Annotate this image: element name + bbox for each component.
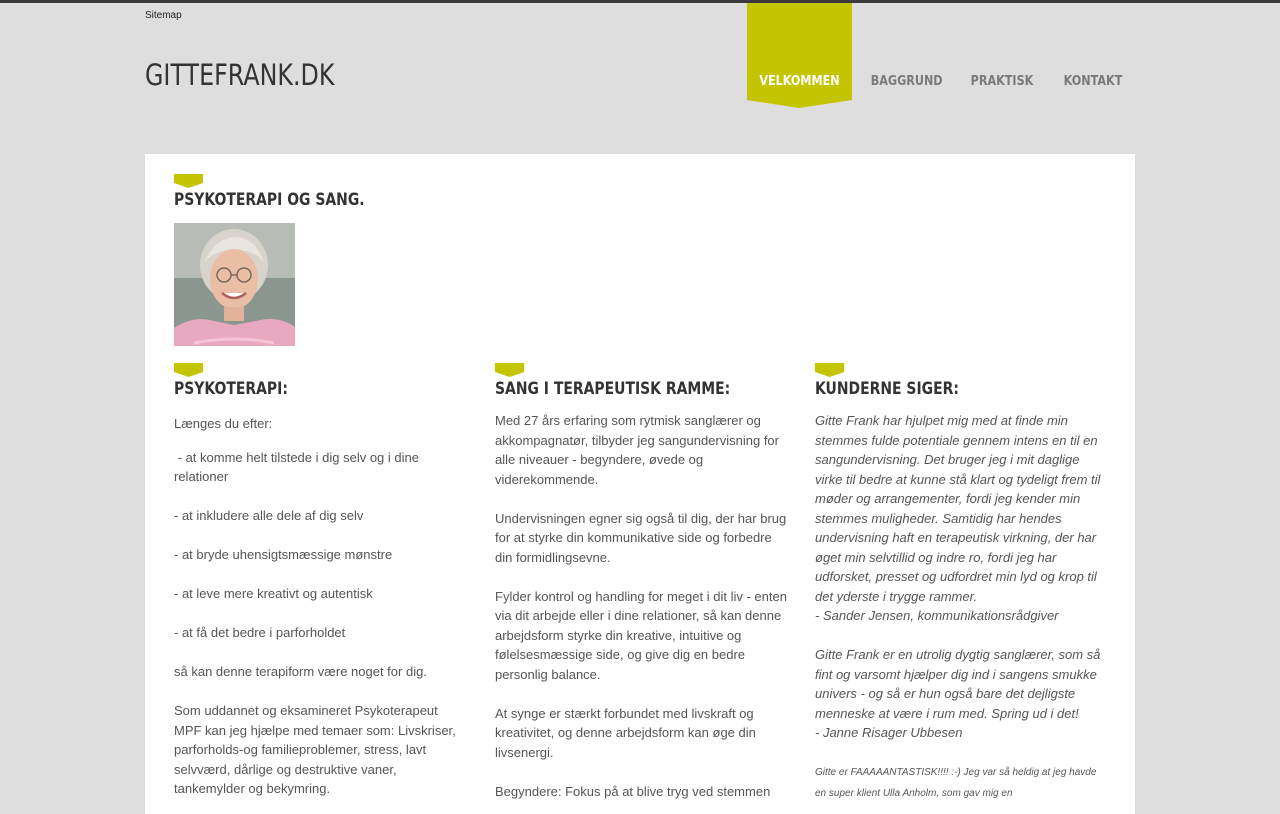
column-title-kunderne: KUNDERNE SIGER:	[815, 379, 959, 399]
nav-item-kontakt[interactable]	[1057, 3, 1129, 108]
paragraph: - at få det bedre i parforholdet	[174, 625, 346, 640]
heading-flag-icon	[815, 363, 844, 377]
nav-item-praktisk[interactable]	[965, 3, 1039, 108]
heading-flag-icon	[174, 363, 203, 377]
column-sang-text	[495, 411, 790, 801]
paragraph: så kan denne terapiform være noget for dig.	[174, 664, 427, 679]
nav-label: KONTAKT	[1063, 74, 1123, 89]
paragraph: Begyndere: Fokus på at blive tryg ved stemmen	[495, 783, 771, 799]
testimonial-quote: Gitte Frank har hjulpet mig med at finde min stemmes fulde potentiale gennem intens en til en sangundervisning. Det bruger jeg i mit daglige virke til bedre at kunne stå klart og tydeligt frem til møder og arrangementer, fordi jeg kender min stemmes muligheder. Samtidig har hendes undervisning haft en terapeutisk virkning, der har øget min selvtillid og indre ro, fordi jeg har udforsket, presset og udfordret min lyd og krop til det yderste i trygge rammer.	[815, 413, 1101, 604]
heading-flag-icon	[495, 363, 524, 377]
heading-flag-icon	[174, 174, 203, 188]
nav-item-baggrund[interactable]	[865, 3, 947, 108]
sitemap-link[interactable]: Sitemap	[145, 10, 182, 21]
paragraph: Længes du efter:	[174, 416, 273, 431]
nav-active-tab-shape	[747, 3, 852, 108]
paragraph: Som uddannet og eksamineret Psykoterapeut MPF kan jeg hjælpe med temaer som: Livskriser, parforholds-og familieproblemer, stress, lavt selvværd, dårlige og destruktive vaner, tankemylder og bekymring.	[174, 703, 456, 796]
site-logo[interactable]: GITTEFRANK.DK	[145, 58, 335, 92]
nav-label: VELKOMMEN	[759, 74, 840, 89]
paragraph: - at bryde uhensigtsmæssige mønstre	[174, 547, 393, 562]
paragraph: - at leve mere kreativt og autentisk	[174, 586, 373, 601]
nav-label: PRAKTISK	[970, 74, 1034, 89]
testimonial-quote: Gitte Frank er en utrolig dygtig sanglærer, som så fint og varsomt hjælper dig ind i sangens smukke univers - og så er hun også bare det dejligste menneske at være i rum med. Spring ud i det!	[815, 647, 1101, 721]
content-panel	[145, 154, 1135, 814]
paragraph: - at komme helt tilstede i dig selv og i dine relationer	[174, 449, 423, 484]
nav-item-velkommen[interactable]	[747, 3, 852, 108]
paragraph: Fylder kontrol og handling for meget i dit liv - enten via dit arbejde eller i dine relationer, så kan denne arbejdsform styrke din kreative, intuitive og følelsesmæssige side, og give dig en bedre personlig balance.	[495, 588, 787, 682]
intro-title: PSYKOTERAPI OG SANG.	[174, 190, 365, 210]
column-psykoterapi-text	[174, 414, 464, 799]
paragraph: At synge er stærkt forbundet med livskraft og kreativitet, og denne arbejdsform kan øge din livsenergi.	[495, 705, 756, 760]
paragraph: Undervisningen egner sig også til dig, der har brug for at styrke din kommunikative side og forbedre din formidlingsevne.	[495, 510, 787, 565]
column-title-psykoterapi: PSYKOTERAPI:	[174, 379, 288, 399]
column-title-sang: SANG I TERAPEUTISK RAMME:	[495, 379, 731, 399]
testimonial-author: - Sander Jensen, kommunikationsrådgiver	[815, 608, 1059, 623]
paragraph: Med 27 års erfaring som rytmisk sanglærer og akkompagnatør, tilbyder jeg sangundervisning for alle niveauer - begyndere, øvede og viderekommende.	[495, 413, 779, 487]
testimonial-quote-small: Gitte er FAAAAANTASTISK!!!! :-) Jeg var så heldig at jeg havde en super klient Ulla Anholm, som gav mig en	[815, 766, 1097, 799]
testimonial-author: - Janne Risager Ubbesen	[815, 725, 963, 740]
profile-photo	[174, 223, 295, 346]
paragraph: - at inkludere alle dele af dig selv	[174, 508, 364, 523]
nav-label: BAGGRUND	[870, 74, 943, 89]
column-testimonials	[815, 411, 1107, 804]
